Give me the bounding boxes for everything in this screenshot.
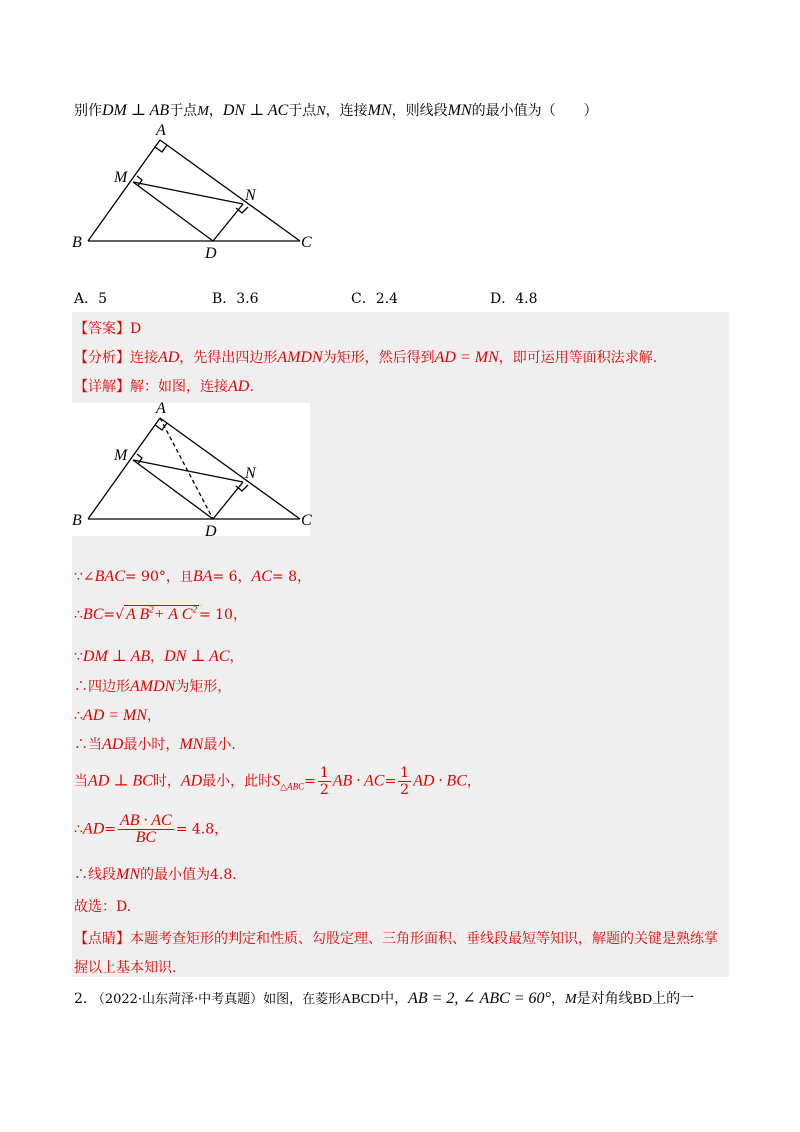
right-angle-a [155,423,167,430]
geometry-figure-2 [70,398,330,543]
option-b[interactable]: B．3.6 [212,291,259,307]
step-10: 故选：D. [74,899,132,915]
fraction-half-2: $\frac{1}{2}$ [400,765,410,798]
segment-ad-dashed [160,418,213,519]
step-9: ∴线段MN的最小值为4.8. [74,866,237,883]
answer-line: 【答案】D [74,321,142,337]
segment-md [133,182,213,241]
label-c: C [301,234,312,251]
label-d: D [205,523,217,540]
right-angle-n [236,207,248,213]
comment-line-2: 握以上基本知识. [74,960,177,976]
sqrt-sign: √ [115,607,125,623]
right-angle-n [236,485,248,491]
label-n: N [245,187,256,204]
fraction-ab-ac-over-bc: $\frac{AB \cdot AC}{BC}$ [119,812,172,846]
fraction-half-1: $\frac{1}{2}$ [319,765,329,798]
analysis-line: 【分析】连接AD，先得出四边形AMDN为矩形，然后得到AD = MN，即可运用等面积法求解. [74,349,658,366]
label-d: D [205,245,217,262]
right-angle-m [137,454,142,464]
segment-ac [160,140,300,241]
segment-ac [160,418,300,519]
comment-line-1: 【点睛】本题考查矩形的判定和性质、勾股定理、三角形面积、垂线段最短等知识，解题的关键是熟练掌 [74,931,718,947]
segment-ba [88,418,160,519]
segment-mn [133,182,243,204]
option-c[interactable]: C．2.4 [351,291,398,307]
step-6: ∴当AD最小时，MN最小. [74,736,236,753]
segment-md [133,460,213,519]
step-3: ∵DM ⊥ AB，DN ⊥ AC， [74,648,244,665]
label-c: C [301,512,312,529]
step-5: ∴AD = MN， [74,707,162,724]
option-a[interactable]: A．5 [74,291,108,307]
next-question-line: 2. （2022·山东菏泽·中考真题）如图，在菱形ABCD中，AB = 2, ∠ ABC = 60°，M是对角线BD上的一 [74,990,695,1007]
segment-ba [88,140,160,241]
option-d[interactable]: D．4.8 [490,291,538,307]
label-m: M [114,447,128,464]
step-4: ∴四边形AMDN为矩形， [74,678,232,695]
step-1: ∵∠BAC= 90°，且BA= 6，AC= 8， [74,568,312,585]
label-n: N [245,465,256,482]
label-b: B [72,512,82,529]
label-m: M [114,169,128,186]
label-a: A [156,122,166,139]
right-angle-a [155,145,167,152]
step-7: 当AD ⊥ BC时，AD最小，此时$S_{\triangle ABC}=$ $\frac{1}{2}$ AB · AC= $\frac{1}{2}$ AD · BC， [74,765,481,798]
label-b: B [72,234,82,251]
right-angle-m [137,176,142,186]
question-line: 别作DM ⊥ AB于点M，DN ⊥ AC于点N，连接MN，则线段MN的最小值为（ ） [74,102,598,119]
label-a: A [156,400,166,417]
detail-line: 【详解】解：如图，连接AD. [74,378,254,395]
geometry-figure-1 [70,120,330,265]
sqrt-content: A $B^2+ A$ $C^2$ [126,604,197,623]
step-8: ∴AD= $\frac{AB \cdot AC}{BC}$ = 4.8， [74,812,229,846]
step-2: ∴BC=√ A $B^2+ A$ $C^2 = 10$， [74,604,247,623]
